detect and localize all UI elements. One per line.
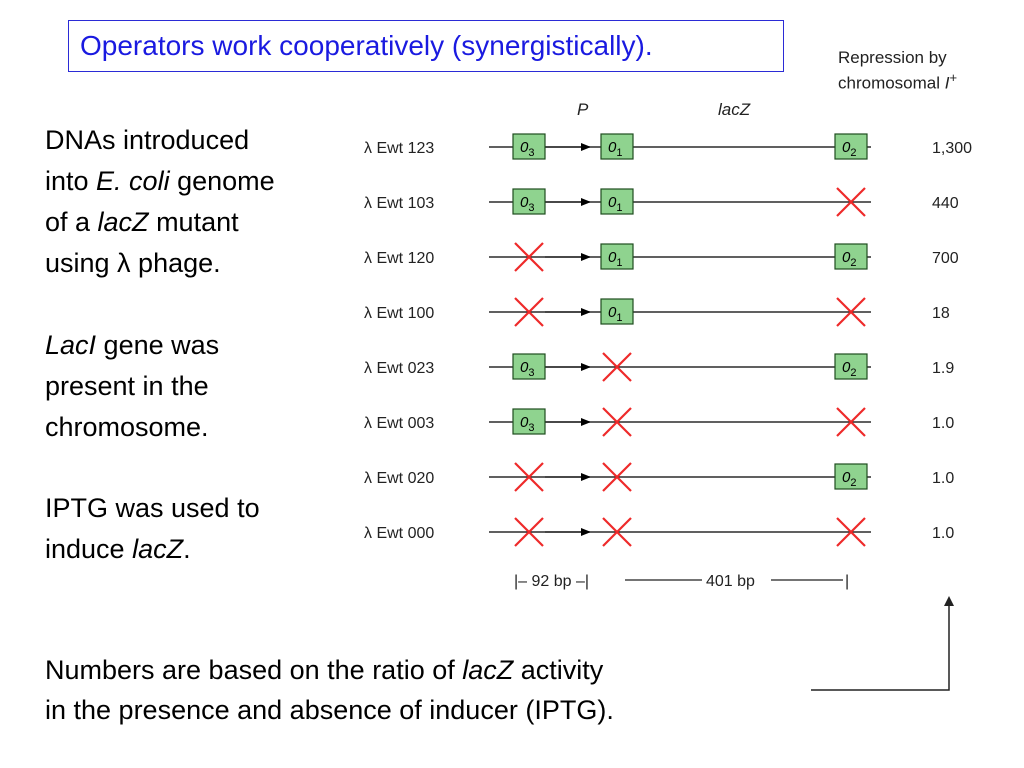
operator-o2-box (835, 244, 867, 269)
construct-row (364, 134, 972, 159)
construct-name: λ Ewt 020 (364, 470, 435, 487)
construct-row (364, 408, 954, 436)
operator-label: $0_3$ (520, 194, 535, 214)
operator-label: $0_3$ (520, 414, 535, 434)
note-iptg-induce: IPTG was used to induce lacZ. (45, 493, 260, 564)
construct-row (364, 188, 959, 216)
operator-o3-box (513, 134, 545, 159)
operator-o2-box (835, 134, 867, 159)
operator-o1-box (601, 299, 633, 324)
operator-label: $0_1$ (608, 304, 623, 324)
operator-label: $0_1$ (608, 249, 623, 269)
construct-row (364, 463, 954, 491)
operator-label: $0_2$ (842, 249, 857, 269)
operator-o1-box (601, 134, 633, 159)
repression-value: 1.0 (932, 470, 955, 487)
operator-o2-box (835, 464, 867, 489)
scale-92bp-label: |– 92 bp –| (514, 573, 590, 590)
repression-value: 18 (932, 305, 950, 322)
construct-name: λ Ewt 120 (364, 250, 435, 267)
construct-name: λ Ewt 003 (364, 415, 435, 432)
construct-row (364, 243, 959, 271)
construct-row (364, 298, 950, 326)
note-dna-introduced: DNAs introduced into E. coli genome of a lacZ mutant using λ phage. (45, 125, 275, 278)
operator-label: $0_3$ (520, 359, 535, 379)
slide-title: Operators work cooperatively (synergistically). (68, 20, 784, 72)
operator-label: $0_2$ (842, 139, 857, 159)
repression-header-line1: Repression by (838, 48, 947, 67)
repression-value: 700 (932, 250, 959, 267)
operator-label: $0_1$ (608, 139, 623, 159)
operator-o3-box (513, 354, 545, 379)
operator-label: $0_1$ (608, 194, 623, 214)
repression-header-line2: chromosomal I+ (838, 70, 958, 93)
operator-o3-box (513, 189, 545, 214)
construct-name: λ Ewt 103 (364, 195, 435, 212)
operator-o3-box (513, 409, 545, 434)
operator-label: $0_2$ (842, 359, 857, 379)
scale-bar (514, 573, 849, 590)
operator-o2-box (835, 354, 867, 379)
pointer-arrow (811, 596, 954, 690)
construct-name: λ Ewt 023 (364, 360, 435, 377)
construct-row (364, 518, 954, 546)
operator-o1-box (601, 244, 633, 269)
repression-value: 1.0 (932, 525, 955, 542)
construct-name: λ Ewt 100 (364, 305, 435, 322)
note-laci-present: LacI gene was present in the chromosome. (45, 330, 220, 442)
repression-value: 1.9 (932, 360, 955, 377)
note-ratio-explanation: Numbers are based on the ratio of lacZ activity in the presence and absence of inducer (IPTG). (45, 655, 614, 725)
scale-401bp-label: 401 bp (706, 573, 755, 590)
repression-value: 440 (932, 195, 959, 212)
repression-value: 1.0 (932, 415, 955, 432)
operator-label: $0_3$ (520, 139, 535, 159)
construct-name: λ Ewt 123 (364, 140, 435, 157)
repression-value: 1,300 (932, 140, 973, 157)
lacz-label: lacZ (718, 100, 751, 119)
operator-label: $0_2$ (842, 469, 857, 489)
construct-row (364, 353, 954, 381)
scale-end-marker: | (845, 573, 850, 590)
construct-name: λ Ewt 000 (364, 525, 435, 542)
construct-rows (364, 134, 972, 546)
promoter-label: P (577, 100, 589, 119)
operator-o1-box (601, 189, 633, 214)
